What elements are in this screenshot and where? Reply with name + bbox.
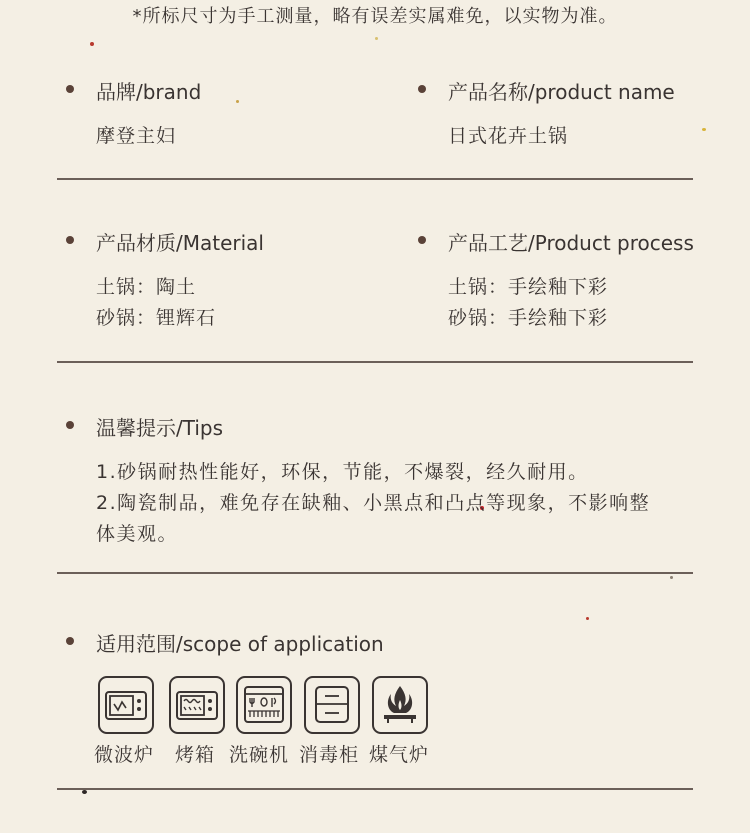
process-line: 土锅：手绘釉下彩: [448, 276, 609, 298]
microwave-icon: [98, 676, 154, 734]
dishwasher-label: 洗碗机: [229, 744, 290, 766]
divider: [57, 788, 693, 790]
bullet-dot: [66, 85, 74, 93]
tip-line: 2.陶瓷制品，难免存在缺釉、小黑点和凸点等现象，不影响整: [96, 492, 651, 514]
dishwasher-icon: [236, 676, 292, 734]
paper-speck: [82, 790, 87, 794]
microwave-label: 微波炉: [94, 744, 155, 766]
paper-speck: [90, 42, 94, 46]
paper-speck: [236, 100, 239, 103]
brand-value: 摩登主妇: [96, 125, 177, 147]
brand-title: 品牌/brand: [96, 80, 202, 104]
bullet-dot: [66, 637, 74, 645]
paper-speck: [702, 128, 706, 131]
process-line: 砂锅：手绘釉下彩: [448, 307, 609, 329]
product-name-value: 日式花卉土锅: [448, 125, 569, 147]
material-line: 砂锅：锂辉石: [96, 307, 217, 329]
sterilizer-cabinet-label: 消毒柜: [299, 744, 360, 766]
product-name-title: 产品名称/product name: [448, 80, 675, 104]
divider: [57, 361, 693, 363]
bullet-dot: [66, 236, 74, 244]
measurement-note: *所标尺寸为手工测量，略有误差实属难免，以实物为准。: [132, 6, 618, 27]
sterilizer-cabinet-icon: [304, 676, 360, 734]
bullet-dot: [66, 421, 74, 429]
oven-label: 烤箱: [175, 744, 216, 766]
paper-speck: [586, 617, 589, 620]
paper-speck: [375, 37, 378, 40]
bullet-dot: [418, 236, 426, 244]
oven-icon: [169, 676, 225, 734]
gas-stove-label: 煤气炉: [369, 744, 430, 766]
tip-line: 体美观。: [96, 523, 179, 545]
material-title: 产品材质/Material: [96, 231, 264, 255]
tip-line: 1.砂锅耐热性能好，环保，节能，不爆裂，经久耐用。: [96, 461, 589, 483]
material-line: 土锅：陶土: [96, 276, 197, 298]
paper-speck: [670, 576, 673, 579]
bullet-dot: [418, 85, 426, 93]
tips-title: 温馨提示/Tips: [96, 416, 224, 440]
gas-stove-icon: [372, 676, 428, 734]
divider: [57, 572, 693, 574]
scope-title: 适用范围/scope of application: [96, 632, 384, 656]
divider: [57, 178, 693, 180]
process-title: 产品工艺/Product process: [448, 231, 694, 255]
